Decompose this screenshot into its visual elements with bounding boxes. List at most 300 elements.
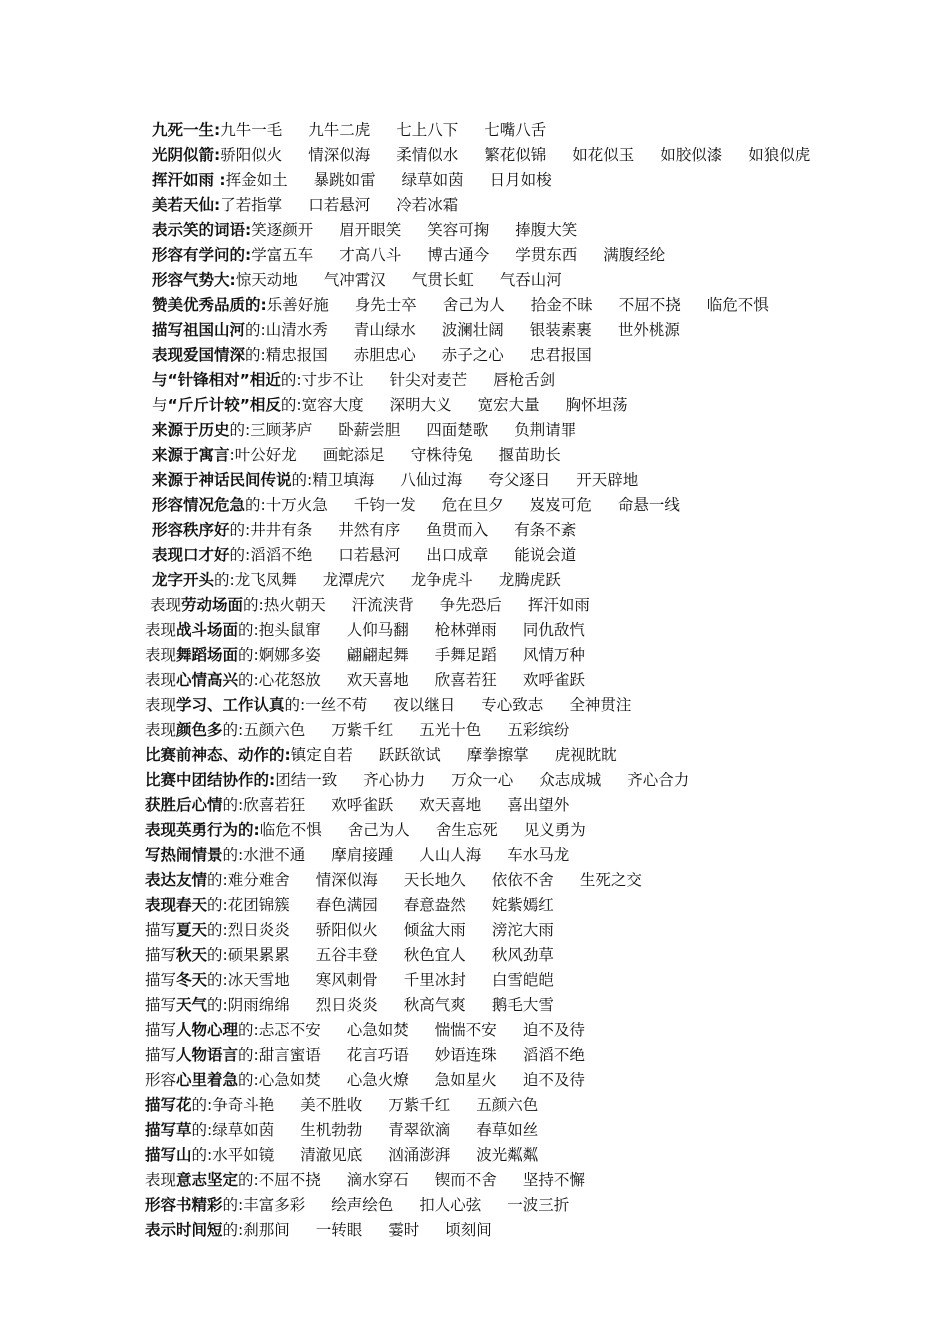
idiom: 锲而不舍 xyxy=(434,1171,497,1189)
idiom-list xyxy=(243,793,569,818)
idiom-list xyxy=(250,543,576,568)
idiom: 世外桃源 xyxy=(617,321,680,339)
category-label xyxy=(145,793,243,818)
idiom-list xyxy=(228,918,554,943)
idiom-list xyxy=(264,593,590,618)
idiom: 万紫千红 xyxy=(331,721,394,739)
idiom: 学富五车 xyxy=(251,246,314,264)
idiom: 惴惴不安 xyxy=(434,1021,497,1039)
label-part: 与 xyxy=(152,396,168,414)
idiom: 万众一心 xyxy=(451,771,514,789)
idiom: 全神贯注 xyxy=(569,696,632,714)
idiom: 舍己为人 xyxy=(442,296,505,314)
label-part: 的: xyxy=(191,1096,213,1114)
idiom: 车水马龙 xyxy=(507,846,570,864)
category-label xyxy=(152,518,250,543)
idiom-list xyxy=(243,843,569,868)
idiom: 难分难舍 xyxy=(227,871,290,889)
label-part: 表达友情 xyxy=(145,871,208,889)
category-label xyxy=(152,118,220,143)
category-label xyxy=(152,343,266,368)
label-part: 描写 xyxy=(145,996,177,1014)
idiom: 人山人海 xyxy=(419,846,482,864)
label-part: 描写 xyxy=(145,1046,177,1064)
label-part: 的: xyxy=(222,1221,244,1239)
idiom-line xyxy=(0,1043,950,1068)
idiom: 危在旦夕 xyxy=(441,496,504,514)
label-part: 形容有学问的: xyxy=(152,246,252,264)
label-part: 表现 xyxy=(145,646,177,664)
category-label xyxy=(152,293,267,318)
label-part: 的: xyxy=(191,1146,213,1164)
idiom: 眉开眼笑 xyxy=(339,221,402,239)
idiom-list xyxy=(302,368,556,393)
label-part: 的: xyxy=(222,796,244,814)
category-label xyxy=(152,218,251,243)
idiom-line xyxy=(0,243,950,268)
idiom-line xyxy=(0,693,950,718)
idiom: 烈日炎炎 xyxy=(315,996,378,1014)
idiom-list xyxy=(212,1093,538,1118)
label-part: 学习、工作认真 xyxy=(176,696,285,714)
label-part: 的: xyxy=(238,1171,259,1189)
idiom: 乐善好施 xyxy=(266,296,329,314)
idiom: 寸步不让 xyxy=(301,371,364,389)
category-label xyxy=(152,568,235,593)
idiom: 秋色宜人 xyxy=(403,946,466,964)
idiom: 波澜壮阔 xyxy=(441,321,504,339)
idiom: 五彩缤纷 xyxy=(507,721,570,739)
idiom: 忠君报国 xyxy=(529,346,592,364)
label-part: 的: xyxy=(207,946,228,964)
idiom: 烈日炎炎 xyxy=(227,921,290,939)
idiom-list xyxy=(251,218,577,243)
idiom-line xyxy=(0,268,950,293)
idiom: 滔滔不绝 xyxy=(250,546,313,564)
idiom: 繁花似锦 xyxy=(484,146,547,164)
label-part: 来源于历史 xyxy=(152,421,230,439)
label-part: 光阴似箭: xyxy=(152,146,221,164)
idiom: 如胶似漆 xyxy=(660,146,723,164)
label-part: 表现 xyxy=(145,671,177,689)
idiom: 万紫千红 xyxy=(388,1096,451,1114)
label-part: 写热闹情景 xyxy=(145,846,223,864)
idiom: 笑容可掬 xyxy=(427,221,490,239)
idiom-list xyxy=(266,493,680,518)
idiom: 青翠欲滴 xyxy=(388,1121,451,1139)
idiom: 画蛇添足 xyxy=(322,446,385,464)
idiom: 临危不惧 xyxy=(706,296,769,314)
idiom-line xyxy=(0,943,950,968)
idiom: 春草如丝 xyxy=(476,1121,539,1139)
idiom-list xyxy=(250,418,576,443)
idiom: 五颜六色 xyxy=(476,1096,539,1114)
label-part: 秋天 xyxy=(176,946,208,964)
idiom-line xyxy=(0,868,950,893)
idiom: 学贯东西 xyxy=(515,246,578,264)
idiom: 生死之交 xyxy=(579,871,642,889)
category-label xyxy=(145,618,259,643)
label-part: 描写 xyxy=(145,946,177,964)
label-part: 的: xyxy=(245,496,266,514)
idiom: 抱头鼠窜 xyxy=(258,621,321,639)
label-part: 劳动场面 xyxy=(181,596,244,614)
idiom-list xyxy=(312,468,638,493)
idiom-list xyxy=(275,768,689,793)
idiom-list xyxy=(220,143,810,168)
label-part: 舞蹈场面 xyxy=(176,646,239,664)
idiom: 精卫填海 xyxy=(312,471,375,489)
idiom: 秋高气爽 xyxy=(403,996,466,1014)
idiom: 千里冰封 xyxy=(403,971,466,989)
label-part: 描写山 xyxy=(145,1146,192,1164)
idiom: 同仇敌忾 xyxy=(522,621,585,639)
idiom-list xyxy=(291,743,617,768)
idiom: 倾盆大雨 xyxy=(403,921,466,939)
category-label xyxy=(152,443,235,468)
idiom: 汹涌澎湃 xyxy=(388,1146,451,1164)
idiom-line xyxy=(0,718,950,743)
idiom: 挥汗如雨 xyxy=(527,596,590,614)
label-part: 人物语言 xyxy=(176,1046,239,1064)
idiom-list xyxy=(251,243,665,268)
idiom: 春意盎然 xyxy=(403,896,466,914)
idiom: 如狼似虎 xyxy=(748,146,811,164)
label-part: 的: xyxy=(238,1071,259,1089)
category-label xyxy=(150,593,264,618)
idiom: 五光十色 xyxy=(419,721,482,739)
label-part: : xyxy=(229,446,235,464)
idiom: 甜言蜜语 xyxy=(258,1046,321,1064)
idiom: 春色满园 xyxy=(315,896,378,914)
idiom-list xyxy=(212,1143,538,1168)
category-label xyxy=(145,943,228,968)
label-part: 的: xyxy=(222,721,244,739)
category-label xyxy=(145,993,228,1018)
idiom-list xyxy=(266,318,680,343)
idiom: 绘声绘色 xyxy=(331,1196,394,1214)
idiom-list xyxy=(243,1218,492,1243)
idiom: 团结一致 xyxy=(275,771,338,789)
idiom: 夸父逐日 xyxy=(488,471,551,489)
idiom: 柔情似水 xyxy=(396,146,459,164)
idiom: 千钧一发 xyxy=(353,496,416,514)
idiom: 忐忑不安 xyxy=(258,1021,321,1039)
idiom: 花言巧语 xyxy=(346,1046,409,1064)
idiom-line xyxy=(0,568,950,593)
label-part: 的: xyxy=(245,321,266,339)
category-label xyxy=(145,718,243,743)
idiom-line xyxy=(0,418,950,443)
category-label xyxy=(145,1043,259,1068)
idiom: 手舞足蹈 xyxy=(434,646,497,664)
label-part: 的: xyxy=(238,671,259,689)
idiom-list xyxy=(243,1193,569,1218)
label-part: 人物心理 xyxy=(176,1021,239,1039)
idiom-line xyxy=(0,1093,950,1118)
label-part: 心情高兴 xyxy=(176,671,239,689)
category-label xyxy=(145,1068,259,1093)
idiom: 喜出望外 xyxy=(507,796,570,814)
label-part: 表现 xyxy=(145,721,177,739)
category-label xyxy=(145,643,259,668)
idiom-line xyxy=(0,768,950,793)
idiom-list xyxy=(235,568,561,593)
idiom-line xyxy=(0,918,950,943)
idiom: 顷刻间 xyxy=(445,1221,492,1239)
idiom: 一丝不苟 xyxy=(305,696,368,714)
idiom: 守株待兔 xyxy=(410,446,473,464)
category-label xyxy=(145,918,228,943)
idiom: 能说会道 xyxy=(514,546,577,564)
idiom-list xyxy=(228,993,554,1018)
idiom: 冰天雪地 xyxy=(227,971,290,989)
label-part: 获胜后心情 xyxy=(145,796,223,814)
idiom-list xyxy=(228,968,554,993)
category-label xyxy=(145,1218,243,1243)
label-part: 的: xyxy=(207,996,228,1014)
label-part: 冬天 xyxy=(176,971,208,989)
idiom-list xyxy=(259,643,585,668)
idiom: 坚持不懈 xyxy=(522,1171,585,1189)
idiom: 滴水穿石 xyxy=(346,1171,409,1189)
idiom: 七上八下 xyxy=(396,121,459,139)
category-label xyxy=(145,1193,243,1218)
idiom-line xyxy=(0,493,950,518)
idiom-line xyxy=(0,668,950,693)
label-part: 形容书精彩 xyxy=(145,1196,223,1214)
idiom: 如花似玉 xyxy=(572,146,635,164)
idiom-list xyxy=(236,268,562,293)
label-part: 天气 xyxy=(176,996,208,1014)
idiom: 争先恐后 xyxy=(439,596,502,614)
idiom: 八仙过海 xyxy=(400,471,463,489)
document-page xyxy=(0,118,950,1243)
idiom: 滔滔不绝 xyxy=(522,1046,585,1064)
idiom: 揠苗助长 xyxy=(498,446,561,464)
idiom-line xyxy=(0,368,950,393)
label-part: 形容气势大: xyxy=(152,271,236,289)
idiom: 清澈见底 xyxy=(300,1146,363,1164)
idiom: 寒风刺骨 xyxy=(315,971,378,989)
idiom: 暴跳如雷 xyxy=(313,171,376,189)
idiom: 笑逐颜开 xyxy=(251,221,314,239)
idiom: 鱼贯而入 xyxy=(426,521,489,539)
category-label xyxy=(152,318,266,343)
idiom: 姹紫嫣红 xyxy=(491,896,554,914)
idiom-line xyxy=(0,1193,950,1218)
idiom-line xyxy=(0,593,950,618)
idiom-list xyxy=(220,193,458,218)
idiom: 唇枪舌剑 xyxy=(493,371,556,389)
idiom-line xyxy=(0,143,950,168)
idiom: 井然有序 xyxy=(338,521,401,539)
idiom: 四面楚歌 xyxy=(426,421,489,439)
idiom: 众志成城 xyxy=(539,771,602,789)
idiom: 赤子之心 xyxy=(441,346,504,364)
idiom: 迫不及待 xyxy=(522,1071,585,1089)
label-part: 的: xyxy=(238,1046,259,1064)
idiom: 霎时 xyxy=(388,1221,420,1239)
idiom: 扣人心弦 xyxy=(419,1196,482,1214)
idiom-line xyxy=(0,218,950,243)
label-part: 的: xyxy=(280,396,302,414)
idiom-line xyxy=(0,443,950,468)
idiom-line xyxy=(0,843,950,868)
label-part: 的: xyxy=(222,846,244,864)
idiom: 气贯长虹 xyxy=(411,271,474,289)
idiom: 依依不舍 xyxy=(491,871,554,889)
idiom: 齐心协力 xyxy=(363,771,426,789)
idiom: 精忠报国 xyxy=(265,346,328,364)
idiom: 专心致志 xyxy=(481,696,544,714)
label-part: 的: xyxy=(238,621,259,639)
idiom: 情深似海 xyxy=(315,871,378,889)
idiom: 龙飞凤舞 xyxy=(234,571,297,589)
label-part: 挥汗如雨 : xyxy=(152,171,226,189)
idiom-line xyxy=(0,543,950,568)
category-label xyxy=(145,1143,212,1168)
idiom: 十万火急 xyxy=(265,496,328,514)
idiom: 生机勃勃 xyxy=(300,1121,363,1139)
label-part: 来源于寓言 xyxy=(152,446,230,464)
idiom: 齐心合力 xyxy=(627,771,690,789)
idiom: 胸怀坦荡 xyxy=(565,396,628,414)
label-part: 形容情况危急 xyxy=(152,496,246,514)
idiom-line xyxy=(0,818,950,843)
label-part: 表现 xyxy=(145,696,177,714)
idiom: 龙争虎斗 xyxy=(410,571,473,589)
idiom: 才高八斗 xyxy=(339,246,402,264)
label-part: 的: xyxy=(207,971,228,989)
idiom: 骄阳似火 xyxy=(220,146,283,164)
idiom-line xyxy=(0,318,950,343)
idiom-line xyxy=(0,193,950,218)
idiom: 鹅毛大雪 xyxy=(491,996,554,1014)
category-label xyxy=(145,868,228,893)
category-label xyxy=(145,743,291,768)
label-part: 表现春天 xyxy=(145,896,208,914)
idiom: 绿草如茵 xyxy=(212,1121,275,1139)
idiom: 临危不惧 xyxy=(259,821,322,839)
idiom-list xyxy=(228,868,642,893)
idiom: 井井有条 xyxy=(250,521,313,539)
idiom: 欢天喜地 xyxy=(419,796,482,814)
idiom-line xyxy=(0,618,950,643)
idiom: 跃跃欲试 xyxy=(378,746,441,764)
category-label xyxy=(145,1118,212,1143)
idiom: 负荆请罪 xyxy=(514,421,577,439)
idiom: 五谷丰登 xyxy=(315,946,378,964)
idiom: 卧薪尝胆 xyxy=(338,421,401,439)
idiom: 日月如梭 xyxy=(489,171,552,189)
idiom: 摩拳擦掌 xyxy=(466,746,529,764)
idiom: 婀娜多姿 xyxy=(258,646,321,664)
idiom: 三顾茅庐 xyxy=(250,421,313,439)
idiom: 山清水秀 xyxy=(265,321,328,339)
category-label xyxy=(145,1168,259,1193)
idiom: 虎视眈眈 xyxy=(554,746,617,764)
idiom: 争奇斗艳 xyxy=(212,1096,275,1114)
idiom-list xyxy=(226,168,552,193)
idiom: 有条不紊 xyxy=(514,521,577,539)
idiom-line xyxy=(0,743,950,768)
label-part: 的: xyxy=(284,696,306,714)
label-part: 描写祖国山河 xyxy=(152,321,246,339)
label-part: 的: xyxy=(238,1021,259,1039)
idiom: 赤胆忠心 xyxy=(353,346,416,364)
category-label xyxy=(152,393,302,418)
idiom: 欢呼雀跃 xyxy=(522,671,585,689)
label-part: 表现 xyxy=(145,1171,177,1189)
label-part: 心里着急 xyxy=(176,1071,239,1089)
idiom: 刹那间 xyxy=(243,1221,290,1239)
idiom-line xyxy=(0,643,950,668)
category-label xyxy=(145,768,275,793)
idiom: 针尖对麦芒 xyxy=(389,371,468,389)
idiom: 急如星火 xyxy=(434,1071,497,1089)
category-label xyxy=(145,693,305,718)
category-label xyxy=(152,243,251,268)
label-part: 意志坚定 xyxy=(176,1171,239,1189)
idiom-line xyxy=(0,118,950,143)
idiom-list xyxy=(305,693,631,718)
category-label xyxy=(152,493,266,518)
idiom: 不屈不挠 xyxy=(258,1171,321,1189)
idiom: 见义勇为 xyxy=(523,821,586,839)
idiom: 波光粼粼 xyxy=(476,1146,539,1164)
idiom: 热火朝天 xyxy=(263,596,326,614)
idiom-list xyxy=(267,293,769,318)
idiom: 身先士卒 xyxy=(354,296,417,314)
idiom: 摩肩接踵 xyxy=(331,846,394,864)
label-part: 的: xyxy=(243,596,264,614)
idiom-list xyxy=(212,1118,538,1143)
idiom-line xyxy=(0,468,950,493)
category-label xyxy=(145,1093,212,1118)
idiom-list xyxy=(259,668,585,693)
idiom: 欣喜若狂 xyxy=(434,671,497,689)
idiom: 水平如镜 xyxy=(212,1146,275,1164)
idiom: 叶公好龙 xyxy=(234,446,297,464)
idiom: 阴雨绵绵 xyxy=(227,996,290,1014)
category-label xyxy=(152,268,236,293)
idiom-line xyxy=(0,518,950,543)
label-part: 的: xyxy=(207,871,228,889)
idiom-line xyxy=(0,293,950,318)
idiom: 心花怒放 xyxy=(258,671,321,689)
idiom-list xyxy=(260,818,586,843)
idiom: 五颜六色 xyxy=(243,721,306,739)
label-part: 的: xyxy=(291,471,313,489)
category-label xyxy=(145,843,243,868)
label-part: 美若天仙: xyxy=(152,196,221,214)
label-part: 龙字开头 xyxy=(152,571,215,589)
label-part: 的: xyxy=(238,646,259,664)
idiom: 心急如焚 xyxy=(258,1071,321,1089)
idiom: 欣喜若狂 xyxy=(243,796,306,814)
idiom: 拾金不昧 xyxy=(530,296,593,314)
idiom: 宽宏大量 xyxy=(477,396,540,414)
label-part: “斤斤计较”相反 xyxy=(167,396,281,414)
category-label xyxy=(152,543,250,568)
category-label xyxy=(145,968,228,993)
category-label xyxy=(152,168,226,193)
idiom: 冷若冰霜 xyxy=(396,196,459,214)
idiom-line xyxy=(0,893,950,918)
idiom: 开天辟地 xyxy=(576,471,639,489)
label-part: 形容 xyxy=(145,1071,177,1089)
